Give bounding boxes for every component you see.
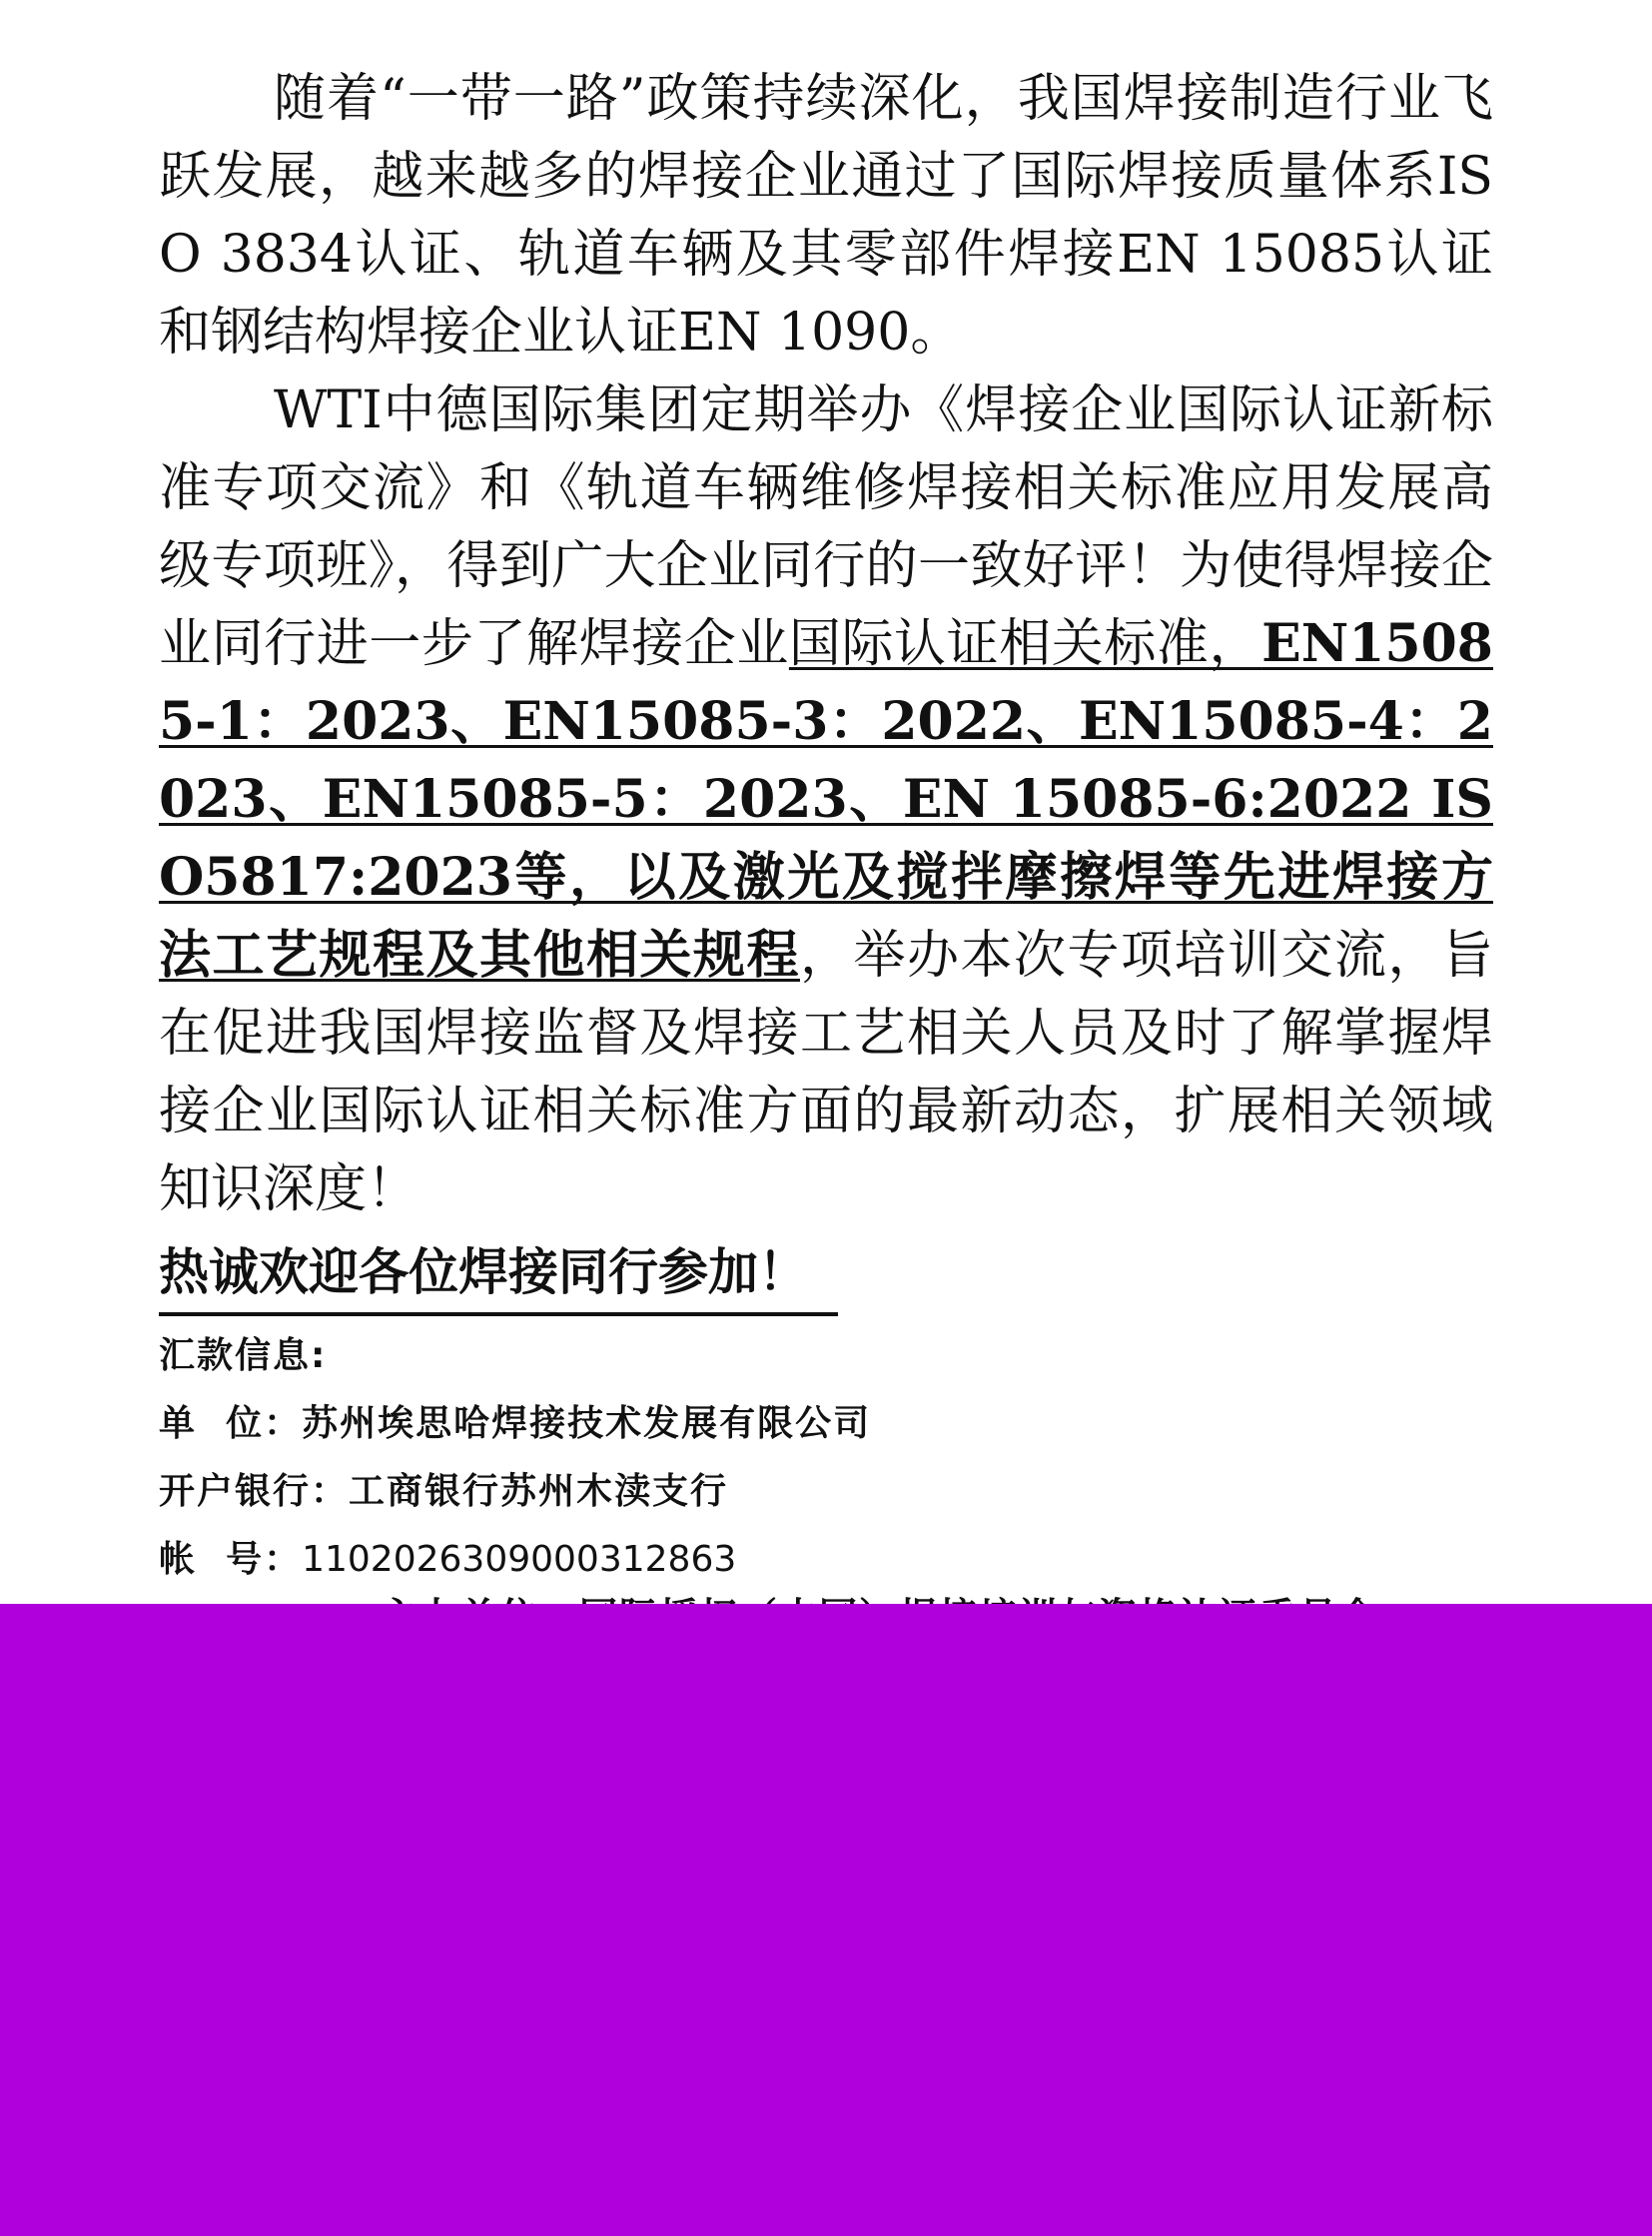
account-label: 帐 号： <box>159 1539 303 1580</box>
payee-unit-label: 单 位： <box>159 1403 303 1444</box>
bank-label: 开户银行： <box>159 1471 350 1512</box>
remittance-info <box>159 1322 1493 1594</box>
payee-unit-row <box>159 1390 1493 1458</box>
account-row <box>159 1526 1493 1594</box>
event-paragraph-text: WTI中德国际集团定期举办《焊接企业国际认证新标准专项交流》和《轨道车辆维修焊接相关标准应用发展高级专项班》，得到广大企业同行的一致好评！为使得焊接企业同行进一步了解焊接企业 <box>159 380 1493 674</box>
payee-unit-value: 苏州埃思哈焊接技术发展有限公司 <box>302 1403 872 1444</box>
event-purpose-text: ，举办本次专项培训交流，旨在促进我国焊接监督及焊接工艺相关人员及时了解掌握焊接企业国际认证相关标准方面的最新动态，扩展相关领域知识深度！ <box>159 926 1493 1219</box>
document-body <box>159 60 1493 1594</box>
bank-value: 工商银行苏州木渎支行 <box>349 1471 729 1512</box>
remittance-heading: 汇款信息: <box>159 1335 328 1376</box>
welcome-heading: 热诚欢迎各位焊接同行参加！ <box>159 1232 838 1316</box>
account-value: 1102026309000312863 <box>302 1539 737 1580</box>
intro-paragraph: 随着“一带一路”政策持续深化，我国焊接制造行业飞跃发展，越来越多的焊接企业通过了国际焊接质量体系ISO 3834认证、轨道车辆及其零部件焊接EN 15085认证和钢结构焊接企业认证EN 1090。 <box>159 69 1493 363</box>
standards-underlined-text: 国际认证相关标准， <box>788 614 1262 674</box>
color-overlay-block <box>0 1604 1652 2236</box>
bank-row <box>159 1458 1493 1526</box>
event-paragraph <box>159 372 1493 1228</box>
standards-bold-underlined-text: EN15085-1：2023、EN15085-3：2022、EN15085-4：2023、EN15085-5：2023、EN 15085-6:2022 ISO5817:2023等，以及激光及搅拌摩擦焊等先进焊接方法工艺规程及其他相关规程 <box>159 613 1493 986</box>
